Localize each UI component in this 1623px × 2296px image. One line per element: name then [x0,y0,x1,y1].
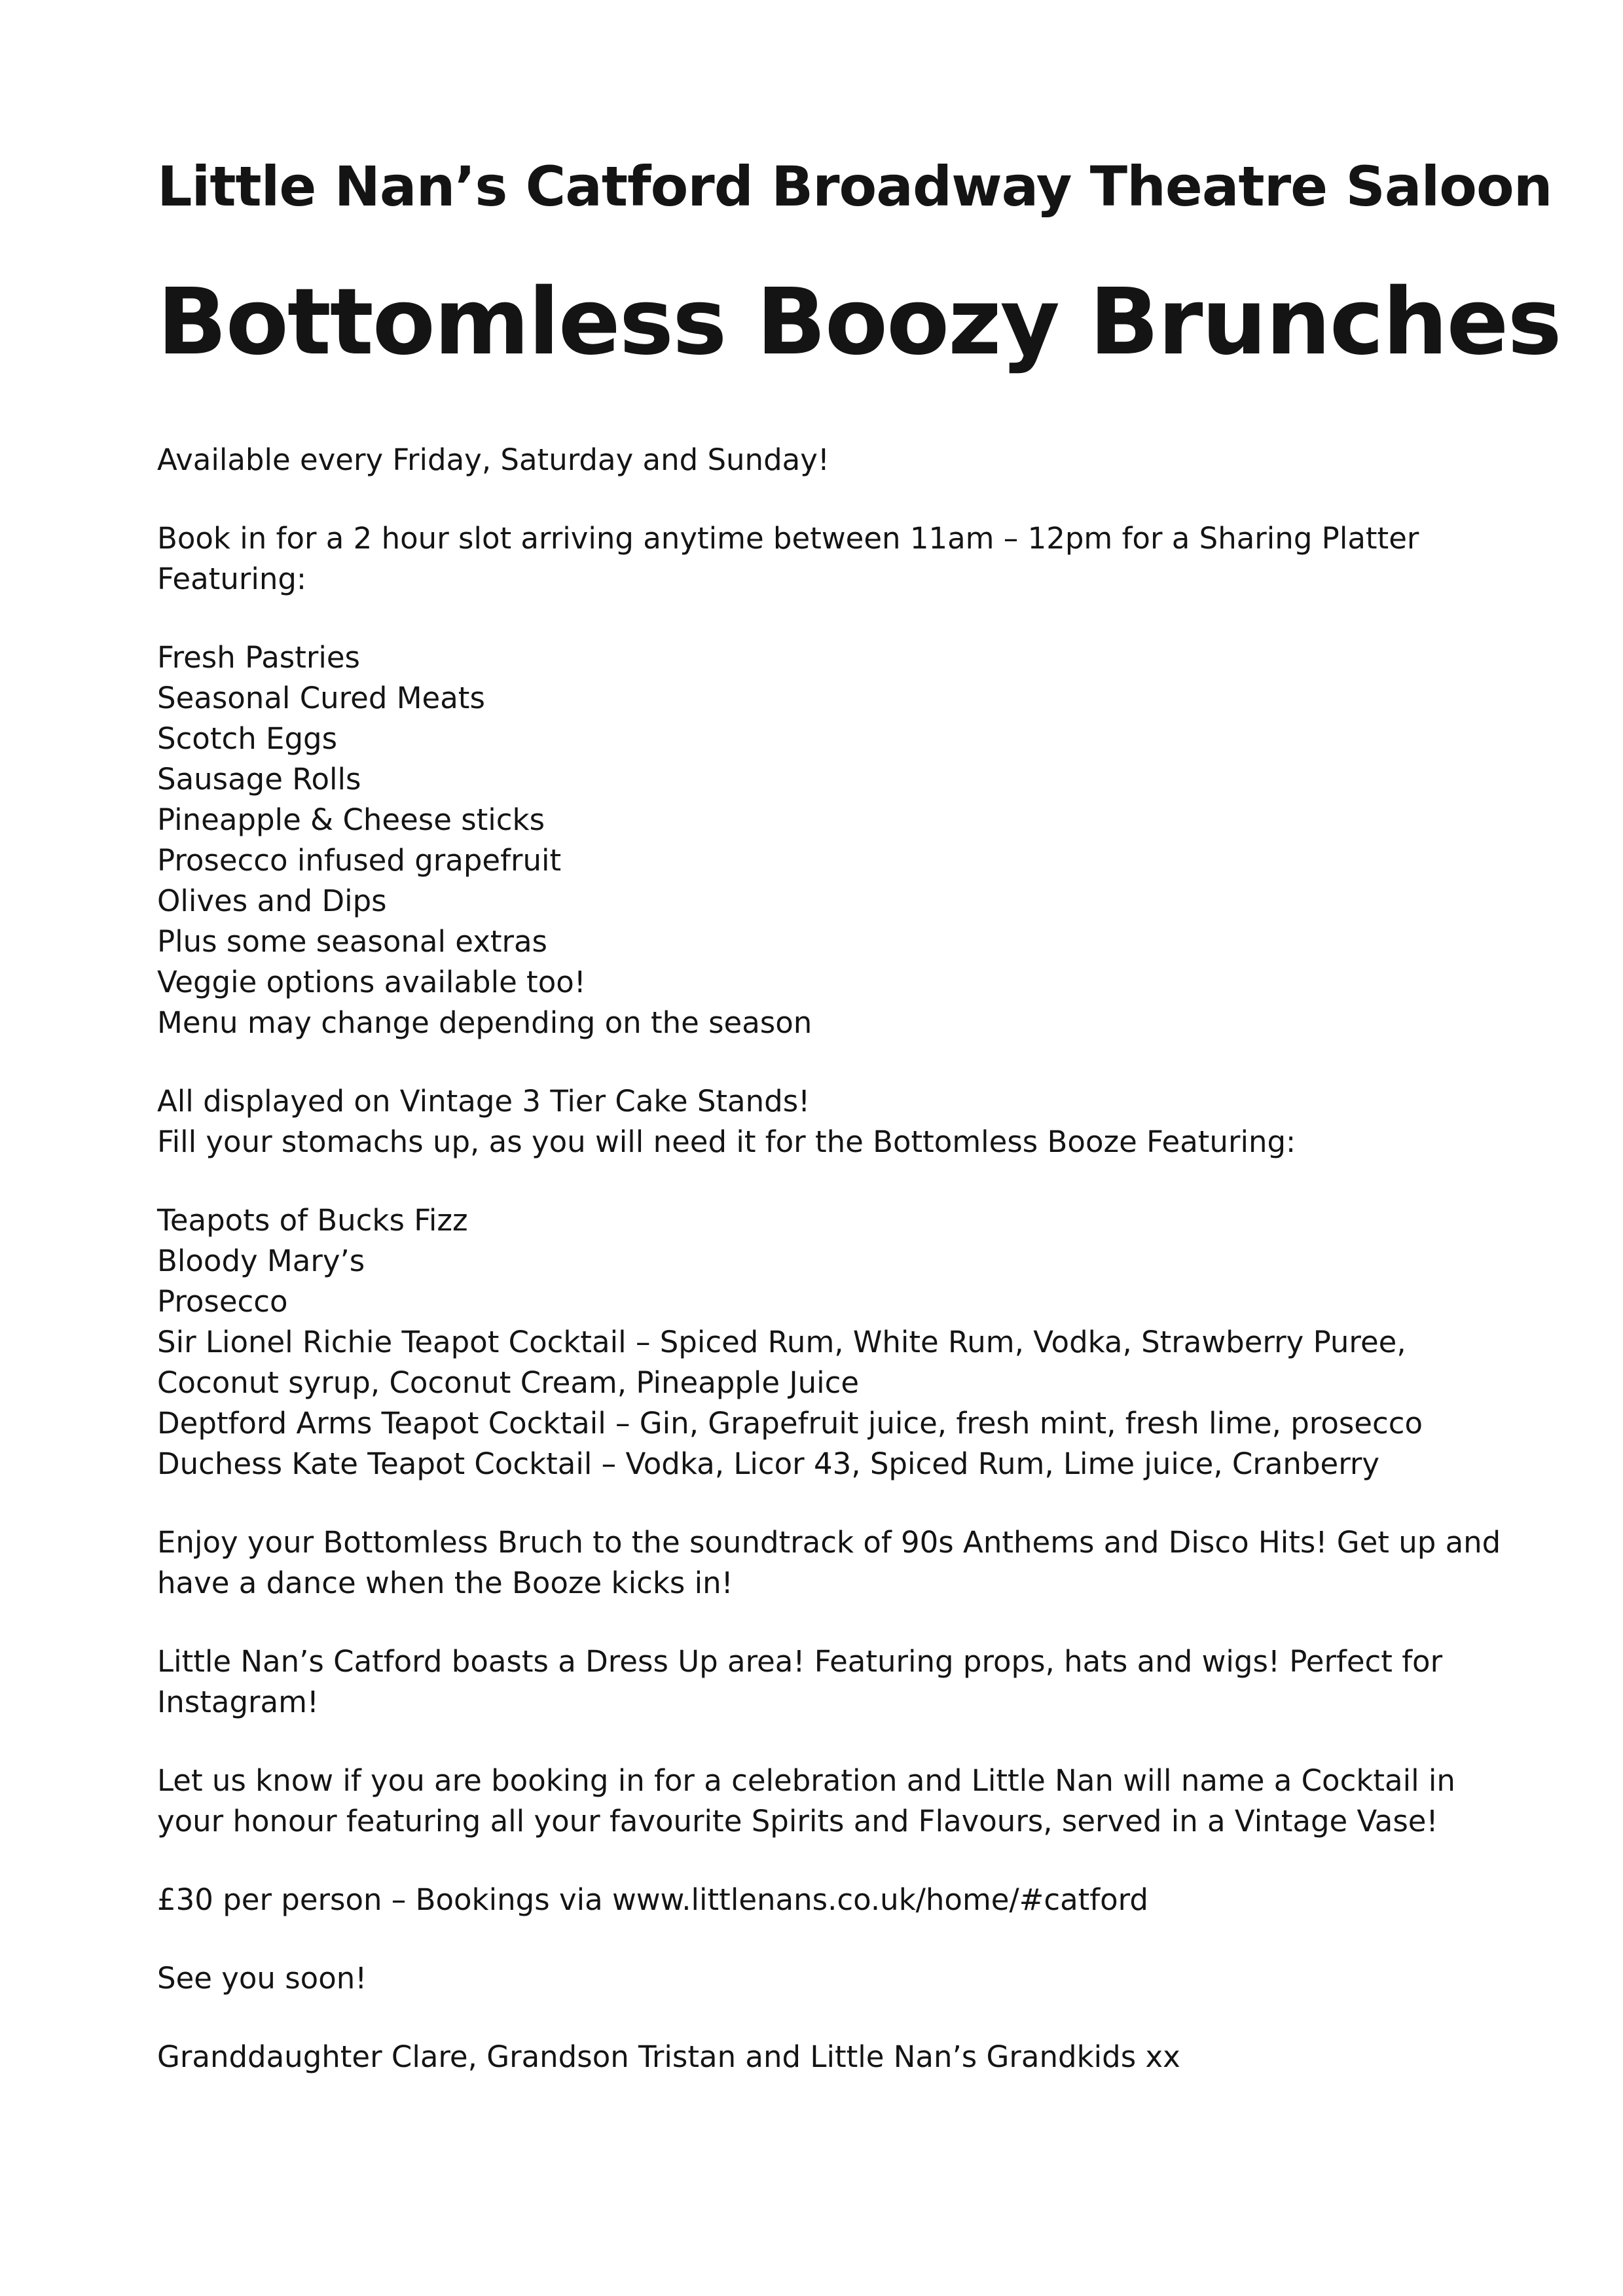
booze-list [157,1200,1505,1484]
celebration-line: your honour featuring all your favourite Spirits and Flavours, served in a Vintage Vase! [157,1803,1438,1839]
platter-item: Scotch Eggs [157,721,338,756]
booze-item [157,1403,1505,1444]
platter-item: Pineapple & Cheese sticks [157,802,545,837]
platter-item: Prosecco infused grapefruit [157,842,562,878]
soundtrack-line: have a dance when the Booze kicks in! [157,1565,733,1600]
platter-list [157,637,1505,1043]
booze-item-line: Duchess Kate Teapot Cocktail – Vodka, Licor 43, Spiced Rum, Lime juice, Cranberry [157,1446,1380,1481]
booking-info-line: Featuring: [157,561,307,596]
display-note [157,1081,1505,1162]
signature-text: Granddaughter Clare, Grandson Tristan and Little Nan’s Grandkids xx [157,2039,1180,2074]
booze-item-line: Coconut syrup, Coconut Cream, Pineapple Juice [157,1365,860,1400]
booze-item-line: Deptford Arms Teapot Cocktail – Gin, Grapefruit juice, fresh mint, fresh lime, prosecco [157,1405,1423,1441]
soundtrack-paragraph [157,1522,1505,1604]
soundtrack-line: Enjoy your Bottomless Bruch to the soundtrack of 90s Anthems and Disco Hits! Get up and [157,1524,1501,1560]
platter-item: Plus some seasonal extras [157,924,547,959]
booze-item-line: Sir Lionel Richie Teapot Cocktail – Spiced Rum, White Rum, Vodka, Strawberry Puree, [157,1324,1406,1359]
platter-item: Olives and Dips [157,883,387,918]
platter-item: Fresh Pastries [157,639,360,675]
dressup-paragraph [157,1641,1505,1723]
celebration-paragraph [157,1761,1505,1842]
booze-item [157,1200,1505,1241]
page-title: Bottomless Boozy Brunches [157,268,1561,376]
platter-item: Menu may change depending on the season [157,1005,812,1040]
dressup-line: Little Nan’s Catford boasts a Dress Up area! Featuring props, hats and wigs! Perfect for [157,1643,1443,1679]
platter-item: Sausage Rolls [157,761,361,797]
booze-item-line: Teapots of Bucks Fizz [157,1202,468,1238]
platter-item: Veggie options available too! [157,964,586,999]
platter-item: Seasonal Cured Meats [157,680,485,715]
signoff-text: See you soon! [157,1960,367,1996]
dressup-line: Instagram! [157,1684,319,1719]
booze-item [157,1322,1505,1403]
pricing-and-booking-url: £30 per person – Bookings via www.littlenans.co.uk/home/#catford [157,1882,1148,1917]
display-note-line: All displayed on Vintage 3 Tier Cake Stands! [157,1083,811,1119]
availability-text: Available every Friday, Saturday and Sunday! [157,442,830,477]
booking-info [157,518,1505,600]
celebration-line: Let us know if you are booking in for a celebration and Little Nan will name a Cocktail in [157,1763,1455,1798]
booze-item [157,1241,1505,1282]
booze-item-line: Bloody Mary’s [157,1243,365,1278]
display-note-line: Fill your stomachs up, as you will need it for the Bottomless Booze Featuring: [157,1124,1296,1159]
booze-item [157,1282,1505,1322]
booking-info-line: Book in for a 2 hour slot arriving anytime between 11am – 12pm for a Sharing Platter [157,520,1419,556]
booze-item [157,1444,1505,1484]
venue-header: Little Nan’s Catford Broadway Theatre Saloon [157,154,1552,219]
booze-item-line: Prosecco [157,1283,288,1319]
